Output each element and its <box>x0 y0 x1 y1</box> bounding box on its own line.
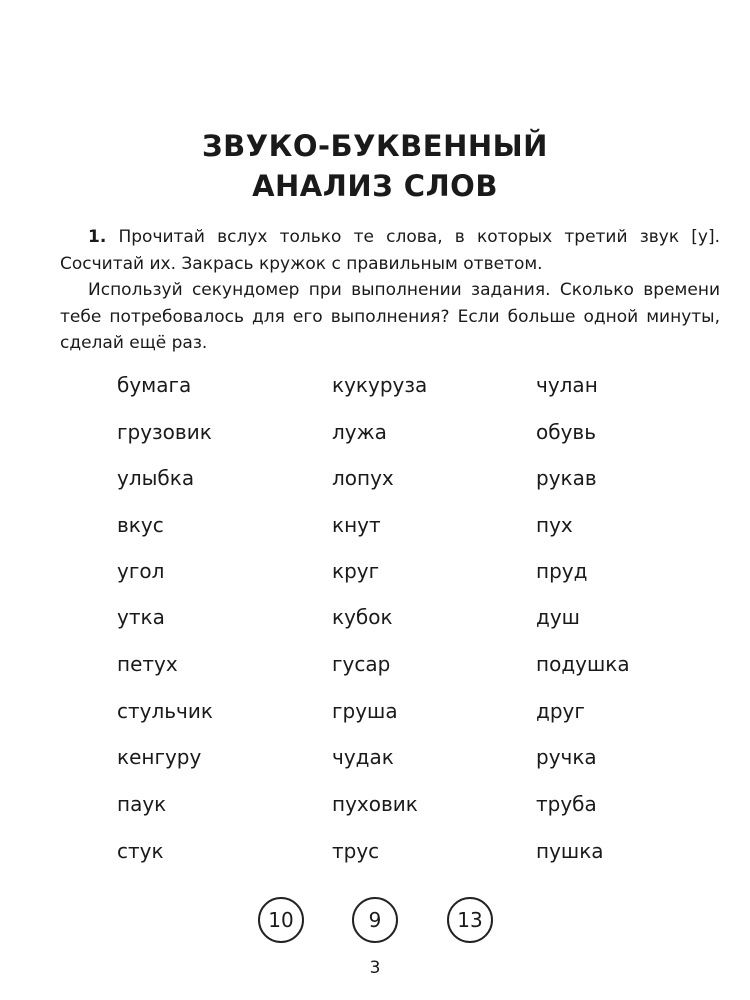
word-item: чулан <box>536 373 598 397</box>
word-item: лужа <box>332 420 387 444</box>
word-item: пушка <box>536 839 604 863</box>
title-line-2: АНАЛИЗ СЛОВ <box>252 169 498 203</box>
word-item: друг <box>536 699 585 723</box>
word-item: чудак <box>332 745 394 769</box>
word-item: пух <box>536 513 573 537</box>
word-item: стульчик <box>117 699 213 723</box>
task-instructions <box>60 224 720 357</box>
task-number: 1. <box>88 227 107 247</box>
answer-circle-3[interactable]: 13 <box>447 897 493 943</box>
word-item: утка <box>117 605 165 629</box>
word-item: пруд <box>536 559 588 583</box>
word-item: петух <box>117 652 178 676</box>
word-item: круг <box>332 559 380 583</box>
word-item: обувь <box>536 420 596 444</box>
word-item: рукав <box>536 466 597 490</box>
word-item: бумага <box>117 373 192 397</box>
word-item: ручка <box>536 745 597 769</box>
word-item: трус <box>332 839 380 863</box>
word-item: вкус <box>117 513 164 537</box>
page-title <box>0 126 750 206</box>
word-item: подушка <box>536 652 630 676</box>
word-item: грузовик <box>117 420 212 444</box>
task-paragraph-1 <box>60 224 720 277</box>
word-item: кукуруза <box>332 373 428 397</box>
word-item: кнут <box>332 513 381 537</box>
answer-circle-1[interactable]: 10 <box>258 897 304 943</box>
word-item: груша <box>332 699 398 723</box>
task-paragraph-2: Используй секундомер при выполнении задания. Сколько времени тебе потребовалось для его выполнения? Если больше одной минуты, сделай ещё раз. <box>60 280 720 353</box>
word-item: паук <box>117 792 167 816</box>
task-text-1: Прочитай вслух только те слова, в которых третий звук [у]. Сосчитай их. Закрась кружок с правильным ответом. <box>60 227 720 274</box>
word-item: пуховик <box>332 792 418 816</box>
word-item: улыбка <box>117 466 195 490</box>
word-item: стук <box>117 839 164 863</box>
title-line-1: ЗВУКО-БУКВЕННЫЙ <box>202 129 548 163</box>
word-item: труба <box>536 792 597 816</box>
page-number: 3 <box>369 958 381 978</box>
word-item: лопух <box>332 466 394 490</box>
word-item: кубок <box>332 605 393 629</box>
word-item: гусар <box>332 652 391 676</box>
word-item: кенгуру <box>117 745 202 769</box>
answer-circle-2[interactable]: 9 <box>352 897 398 943</box>
word-item: угол <box>117 559 165 583</box>
word-item: душ <box>536 605 580 629</box>
